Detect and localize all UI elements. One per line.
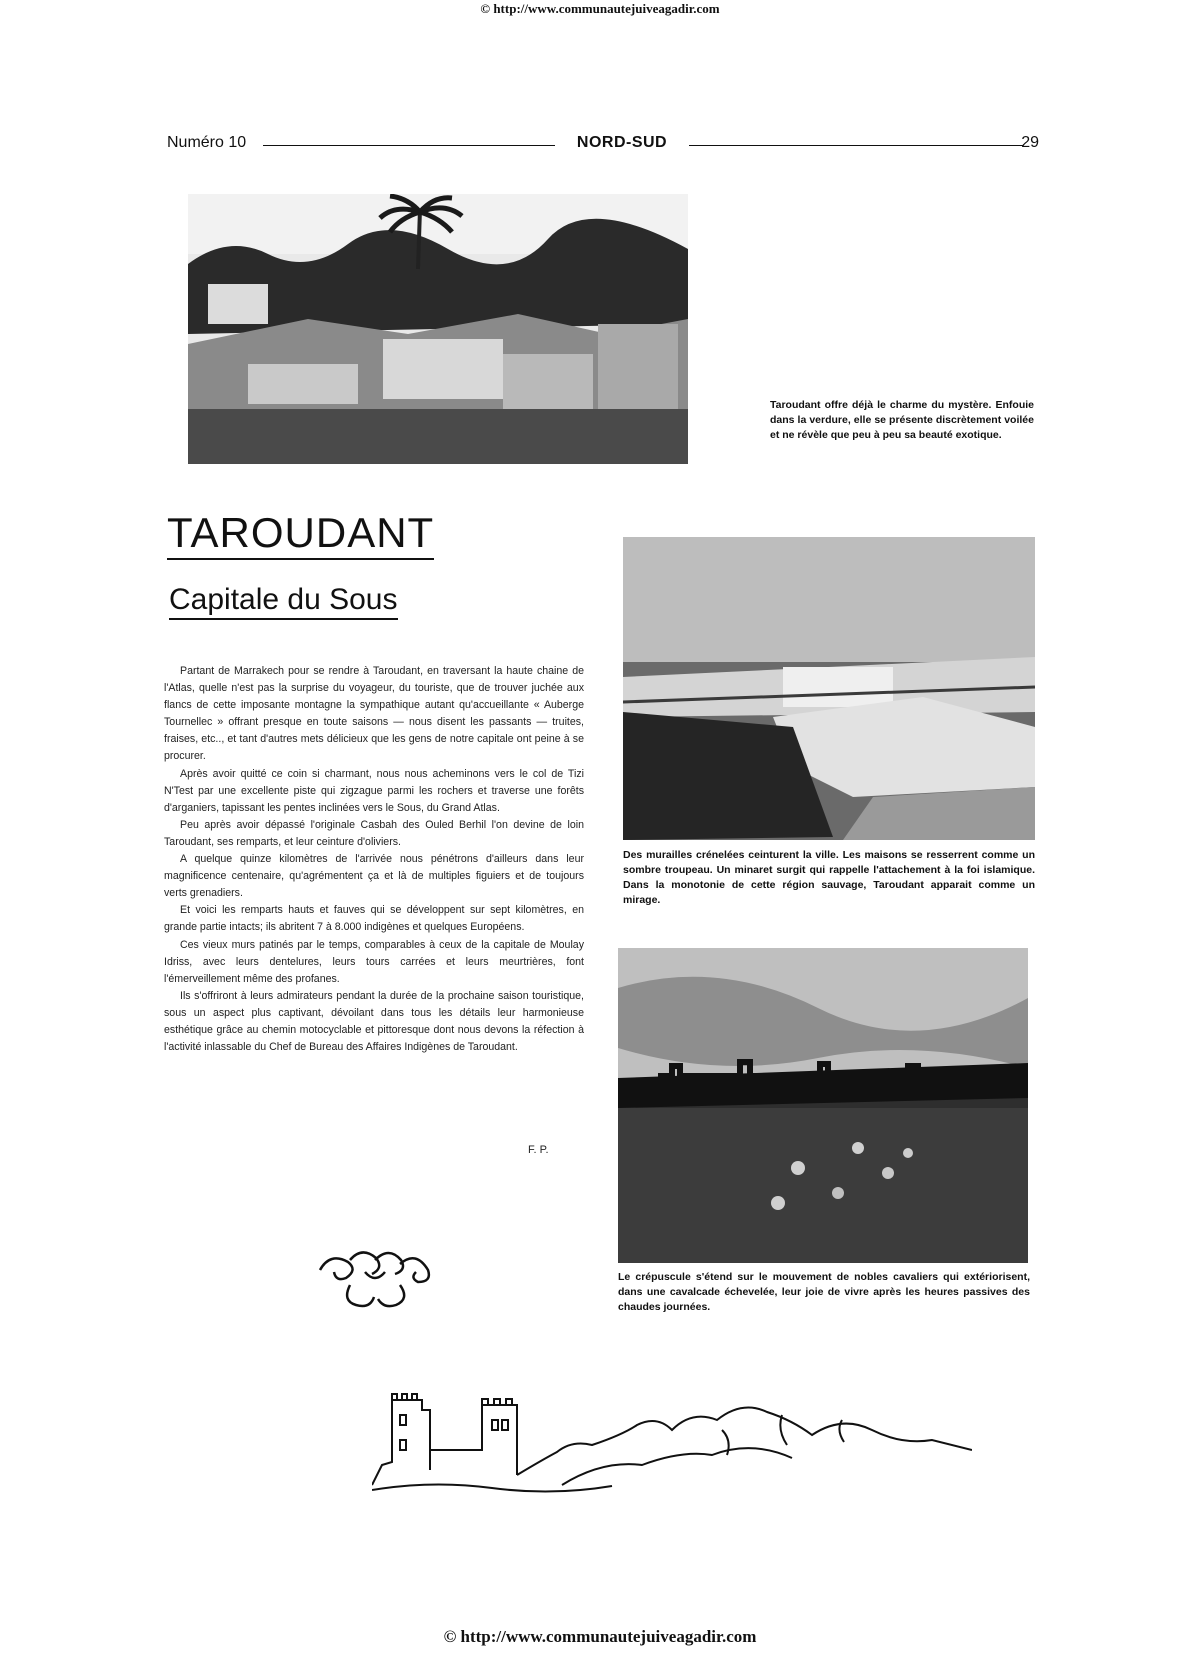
caption-photo-1: Taroudant offre déjà le charme du mystère. Enfouie dans la verdure, elle se présente discrètement voilée et ne révèle que peu à peu sa beauté exotique. [770, 399, 1034, 441]
page-number: 29 [1021, 134, 1039, 151]
journal-name: NORD-SUD [576, 134, 668, 151]
article-paragraph: Peu après avoir dépassé l'originale Casbah des Ouled Berhil l'on devine de loin Taroudant, ses remparts, et leur ceinture d'oliviers. [164, 818, 584, 848]
article-signature: F. P. [528, 1144, 549, 1156]
photo-crenellated-walls [623, 537, 1035, 840]
photo-horsemen-dusk [618, 948, 1028, 1263]
article-paragraph: Partant de Marrakech pour se rendre à Taroudant, en traversant la haute chaine de l'Atlas, quelle n'est pas la surprise du voyageur, du touriste, que de trouver juchée aux flancs de cette imposante montagne la sympathique autant qu'accueillante « Auberge Tournellec » offrant presque en toute saisons — nous disent les passants — truites, fraises, etc.., et tant d'autres mets délicieux que les gens de notre capitale ont peine à se procurer. [164, 665, 584, 763]
article-paragraph: Et voici les remparts hauts et fauves qui se développent sur sept kilomètres, en grande partie intacts; ils abritent 7 à 8.000 indigènes et quelques Européens. [164, 904, 584, 934]
scroll-ornament [310, 1240, 440, 1310]
article-paragraph: Ils s'offriront à leurs admirateurs pendant la durée de la prochaine saison touristique, sous un aspect plus captivant, dévoilant dans tous les détails leur harmonieuse esthétique grâce au chemin motocyclable et pittoresque dont nous devons la réfection à l'activité inlassable du Chef de Bureau des Affaires Indigènes de Taroudant. [164, 989, 584, 1054]
caption-photo-3: Le crépuscule s'étend sur le mouvement de nobles cavaliers qui extériorisent, dans une cavalcade échevelée, leur joie de vivre après les heures passives des chaudes journées. [618, 1271, 1030, 1313]
article-title: TAROUDANT [167, 510, 434, 560]
page-header [167, 134, 1039, 156]
kasbah-vignette [372, 1390, 972, 1500]
article-paragraph: Après avoir quitté ce coin si charmant, nous nous acheminons vers le col de Tizi N'Test par une excellente piste qui zigzague parmi les rochers et traverse une forêts d'arganiers, tapissant les pentes inclinées vers le Sous, du Grand Atlas. [164, 767, 584, 814]
watermark-bottom: © http://www.communautejuiveagadir.com [443, 1627, 757, 1646]
article-paragraph: Ces vieux murs patinés par le temps, comparables à ceux de la capitale de Moulay Idriss, avec leurs dentelures, leurs tours carrées et leurs meurtrières, font l'émerveillement même des profanes. [164, 938, 584, 985]
caption-photo-2: Des murailles crénelées ceinturent la ville. Les maisons se resserrent comme un sombre troupeau. Un minaret surgit qui rappelle l'attachement à la foi islamique. Dans la monotonie de cette région sauvage, Taroudant apparait comme un mirage. [623, 849, 1035, 906]
article-paragraph: A quelque quinze kilomètres de l'arrivée nous pénétrons d'ailleurs dans leur magnificence centenaire, qu'agrémentent ça et là de multiples figuiers et de toujours verts grenadiers. [164, 853, 584, 900]
photo-taroudant-rooftops [188, 194, 688, 464]
article-body [164, 663, 584, 1056]
issue-number: Numéro 10 [167, 134, 247, 151]
header-rule-left [263, 145, 555, 146]
watermark-top: © http://www.communautejuiveagadir.com [480, 1, 720, 16]
header-rule-right [689, 145, 1023, 146]
article-subtitle: Capitale du Sous [169, 583, 398, 620]
